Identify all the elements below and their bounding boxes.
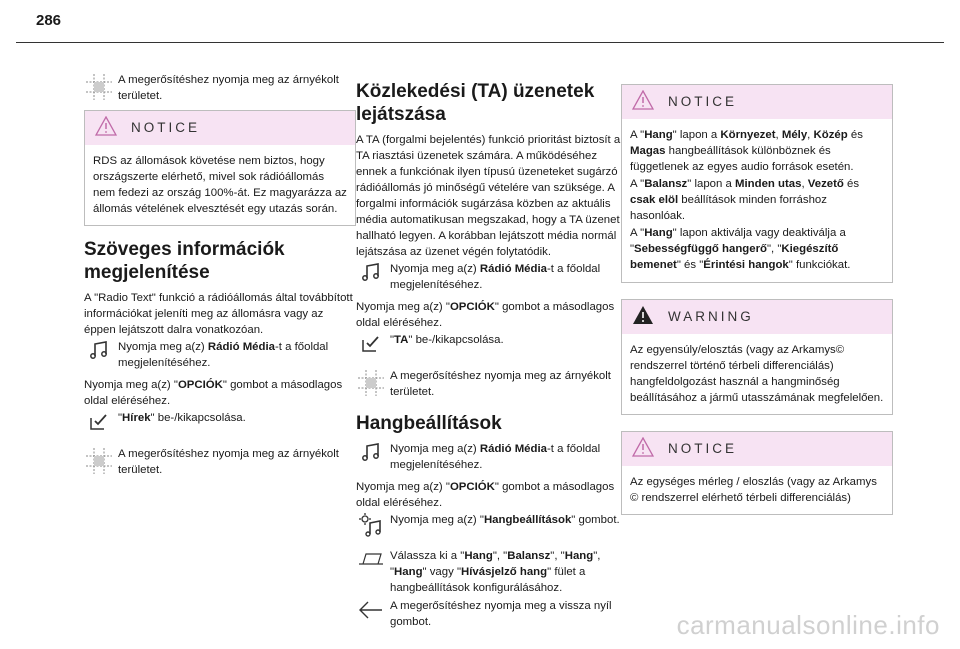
shaded-area-icon bbox=[84, 72, 114, 102]
step-ta bbox=[356, 332, 622, 362]
step-radio-media bbox=[356, 261, 622, 293]
step-text: "Hírek" be-/kikapcsolása. bbox=[118, 412, 246, 424]
paragraph: A "Radio Text" funkció a rádióállomás által továbbított információkat jeleníti meg az állomásra vagy az éppen lejátszott dalra vonatkozóan. bbox=[84, 292, 353, 336]
step-text: Nyomja meg a(z) "Hangbeállítások" gombot. bbox=[390, 514, 620, 526]
warning-title: WARNING bbox=[668, 309, 754, 324]
notice-title: NOTICE bbox=[668, 441, 738, 456]
notice-icon bbox=[95, 116, 117, 141]
checkbox-icon bbox=[356, 332, 386, 362]
music-note-icon bbox=[356, 261, 386, 291]
options-text: Nyomja meg a(z) "OPCIÓK" gombot a másodlagos oldal eléréséhez. bbox=[84, 379, 343, 407]
top-rule bbox=[16, 42, 944, 43]
shaded-area-icon bbox=[356, 368, 386, 398]
warning-box bbox=[621, 299, 893, 415]
music-note-icon bbox=[84, 339, 114, 369]
tab-icon bbox=[356, 548, 386, 578]
step-text: A megerősítéshez nyomja meg az árnyékolt területet. bbox=[390, 370, 611, 398]
notice-box bbox=[621, 84, 893, 283]
checkbox-icon bbox=[84, 410, 114, 440]
shaded-area-icon bbox=[84, 446, 114, 476]
notice-icon bbox=[632, 90, 654, 115]
step-text: A megerősítéshez nyomja meg a vissza nyíl gombot. bbox=[390, 600, 612, 628]
options-text: Nyomja meg a(z) "OPCIÓK" gombot a másodlagos oldal eléréséhez. bbox=[356, 481, 615, 509]
step-select-tab bbox=[356, 548, 622, 596]
step-text: Nyomja meg a(z) Rádió Média-t a főoldal megjelenítéséhez. bbox=[390, 443, 601, 471]
section-heading: Szöveges információk megjelenítése bbox=[84, 239, 285, 283]
step-text: Válassza ki a "Hang", "Balansz", "Hang", "Hang" vagy "Hívásjelző hang" fület a hangbeállítások konfigurálásához. bbox=[390, 550, 601, 594]
notice-title: NOTICE bbox=[668, 94, 738, 109]
notice-text: RDS az állomások követése nem biztos, hogy országszerte elérhető, mivel sok rádióállomás nem fedezi az ország 100%-át. Ez magyarázza az állomás vételének elvesztését egy utazás során. bbox=[93, 155, 347, 215]
section-heading: Közlekedési (TA) üzenetek lejátszása bbox=[356, 81, 595, 125]
paragraph: A TA (forgalmi bejelentés) funkció prioritást biztosít a TA riasztási üzenetek számára. A működéséhez ennek a funkciónak ilyen típusú üzeneteket sugárzó rádióállomás jó minőségű vételére van szüksége. A forgalmi információk sugárzása közben az aktuális média automatikusan megszakad, hogy a TA üzenet hallható legyen. A korábban lejátszott média normál lejátszása az üzenet végén folytatódik. bbox=[356, 134, 621, 258]
section-heading: Hangbeállítások bbox=[356, 413, 502, 434]
page-number: 286 bbox=[36, 12, 62, 29]
step-hirek bbox=[84, 410, 356, 440]
step-text: "TA" be-/kikapcsolása. bbox=[390, 334, 504, 346]
step-confirm bbox=[356, 368, 622, 400]
notice-title: NOTICE bbox=[131, 120, 201, 135]
column-1 bbox=[84, 72, 356, 484]
watermark: carmanualsonline.info bbox=[676, 610, 940, 640]
step-back bbox=[356, 598, 622, 630]
notice-text: A "Hang" lapon a Környezet, Mély, Közép és Magas hangbeállítások különböznek és függetlenek az egyes audio források esetén. A "Balansz" lapon a Minden utas, Vezető és csak elöl beállítások minden forráshoz hasonlóak. A "Hang" lapon aktiválja vagy deaktiválja a "Sebességfüggő hangerő", "Kiegészítő bemenet" és "Érintési hangok" funkciókat. bbox=[630, 129, 863, 271]
step-confirm bbox=[84, 72, 356, 104]
column-2 bbox=[356, 80, 622, 636]
notice-text: Az egységes mérleg / eloszlás (vagy az Arkamys © rendszerrel elérhető térbeli differenciálás) bbox=[630, 476, 877, 504]
step-text: A megerősítéshez nyomja meg az árnyékolt területet. bbox=[118, 448, 339, 476]
step-radio-media bbox=[84, 339, 356, 371]
column-3 bbox=[621, 84, 893, 525]
settings-music-icon bbox=[356, 512, 386, 542]
options-text: Nyomja meg a(z) "OPCIÓK" gombot a másodlagos oldal eléréséhez. bbox=[356, 301, 615, 329]
notice-header bbox=[622, 432, 892, 466]
step-text: Nyomja meg a(z) Rádió Média-t a főoldal megjelenítéséhez. bbox=[390, 263, 601, 291]
notice-box bbox=[621, 431, 893, 515]
notice-box bbox=[84, 110, 356, 226]
back-arrow-icon bbox=[356, 598, 386, 628]
warning-icon bbox=[632, 305, 654, 330]
notice-header bbox=[622, 85, 892, 119]
step-text: Nyomja meg a(z) Rádió Média-t a főoldal megjelenítéséhez. bbox=[118, 341, 329, 369]
step-radio-media bbox=[356, 441, 622, 473]
music-note-icon bbox=[356, 441, 386, 471]
warning-header bbox=[622, 300, 892, 334]
step-confirm bbox=[84, 446, 356, 478]
notice-icon bbox=[632, 437, 654, 462]
notice-header bbox=[85, 111, 355, 145]
step-text: A megerősítéshez nyomja meg az árnyékolt területet. bbox=[118, 74, 339, 102]
warning-text: Az egyensúly/elosztás (vagy az Arkamys© rendszerrel történő térbeli differenciálás) hangfeldolgozást használ a hangminőség beállításához a jármű utasszámának megfelelően. bbox=[630, 344, 884, 404]
step-sound-settings bbox=[356, 512, 622, 542]
